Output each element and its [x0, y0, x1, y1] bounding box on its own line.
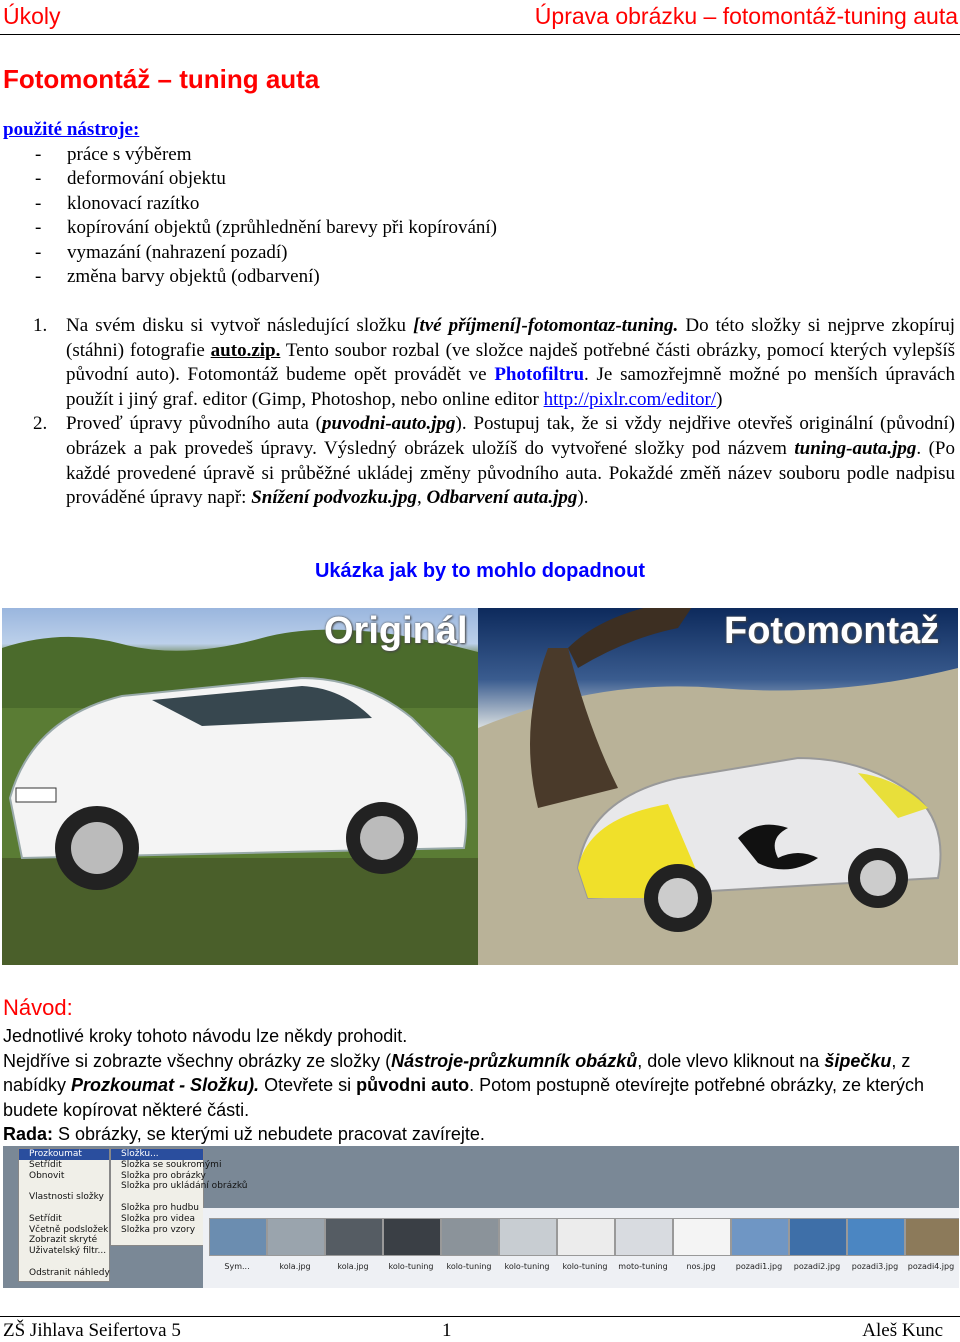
comparison-photo	[2, 608, 958, 965]
submenu-item[interactable]: Složka pro hudbu	[121, 1202, 199, 1213]
menu-item[interactable]: Uživatelský filtr...	[29, 1246, 107, 1257]
thumbnail[interactable]	[209, 1218, 267, 1256]
menu-item[interactable]: Zobrazit skryté	[29, 1235, 98, 1246]
instructions-title: Návod:	[3, 995, 73, 1020]
thumbnail[interactable]	[499, 1218, 557, 1256]
thumbnail[interactable]	[847, 1218, 905, 1256]
thumbnail-label: kola.jpg	[279, 1262, 311, 1271]
thumbnail-label: pozadi4.jpg	[907, 1262, 955, 1271]
thumbnail[interactable]	[673, 1218, 731, 1256]
submenu-item[interactable]: Složka pro obrázky	[121, 1170, 206, 1181]
thumbnail-label: pozadi3.jpg	[851, 1262, 899, 1271]
step-2: 2. Proveď úpravy původního auta (puvodni-auto.jpg). Postupuj tak, že si vždy nejdřive otevřeš originální (původní) obrázek a pak provedeš úpravy. Výsledný obrázek uložíš do vytvořené složky pod názvem tuning-auta.jpg. (Po každé provedené úpravě si průběžné ukládej změny původního auta. Pokaždé změň název souboru podle nadpisu prováděné úpravy např: Snížení podvozku.jpg, Odbarvení auta.jpg).	[33, 413, 955, 509]
footer-author: Aleš Kunc	[862, 1320, 943, 1341]
thumbnail[interactable]	[383, 1218, 441, 1256]
thumbnail[interactable]	[789, 1218, 847, 1256]
tools-heading: použité nástroje:	[3, 119, 140, 140]
menu-item[interactable]: Odstranit náhledy	[29, 1267, 110, 1278]
auto-zip-link[interactable]: auto.zip.	[210, 339, 281, 361]
instructions-paragraph: Nejdříve si zobrazte všechny obrázky ze složky (Nástroje-průzkumník obázků, dole vlevo kliknout na šipečku, z nabídky Prozkoumat - Složku). Otevřete si původni auto. Potom postupně otevírejte potřebné obrázky, ze kterých budete kopírovat některé části.	[3, 1050, 924, 1120]
thumbnail-label: moto-tuning	[618, 1262, 668, 1271]
submenu-item[interactable]: Složku...	[111, 1149, 203, 1160]
original-car-photo	[2, 608, 478, 965]
thumbnail[interactable]	[557, 1218, 615, 1256]
tool-item: - změna barvy objektů (odbarvení)	[35, 266, 320, 287]
header-right-title: Úprava obrázku – fotomontáž-tuning auta	[534, 3, 958, 29]
tool-item: - kopírování objektů (zprůhlednění barevy při kopírování)	[35, 217, 498, 238]
menu-item	[19, 1181, 109, 1192]
submenu-item[interactable]: Složka se soukromými	[121, 1159, 222, 1170]
document-title: Fotomontáž – tuning auta	[3, 64, 320, 94]
thumbnail[interactable]	[731, 1218, 789, 1256]
thumbnail-label: kolo-tuning	[388, 1262, 434, 1271]
menu-item[interactable]: Včetně podsložek	[29, 1224, 109, 1235]
montage-car-photo	[478, 608, 958, 965]
tool-item: - deformování objektu	[35, 168, 226, 189]
steps-list	[33, 314, 955, 511]
context-menu	[18, 1148, 110, 1282]
submenu-item[interactable]: Složka pro vzory	[121, 1224, 196, 1235]
thumbnail[interactable]	[905, 1218, 959, 1256]
thumbnail-label: pozadi1.jpg	[735, 1262, 783, 1271]
original-label: Originál	[324, 610, 468, 652]
photofiltre-screenshot	[3, 1146, 959, 1288]
sample-heading: Ukázka jak by to mohlo dopadnout	[314, 560, 646, 582]
thumbnail[interactable]	[441, 1218, 499, 1256]
photofiltr-label: Photofiltru	[494, 364, 585, 386]
menu-item	[19, 1203, 109, 1214]
thumbnail-label: kolo-tuning	[562, 1262, 608, 1271]
header-left-title: Úkoly	[3, 3, 61, 29]
menu-item[interactable]: Obnovit	[29, 1170, 65, 1181]
submenu-item[interactable]: Složka pro ukládání obrázků	[121, 1181, 248, 1192]
thumbnail-label: kolo-tuning	[504, 1262, 550, 1271]
menu-item[interactable]: Prozkoumat	[19, 1149, 109, 1160]
thumbnail-label: nos.jpg	[686, 1262, 716, 1271]
thumbnail-label: kolo-tuning	[446, 1262, 492, 1271]
page-number: 1	[442, 1320, 452, 1341]
thumbnail[interactable]	[325, 1218, 383, 1256]
menu-item[interactable]: Vlastnosti složky	[29, 1192, 104, 1203]
instructions-text	[3, 1024, 956, 1147]
thumbnail-label: Sym...	[224, 1262, 250, 1271]
menu-item[interactable]: Setřídit	[29, 1213, 62, 1224]
instructions-tip: Rada: S obrázky, se kterými už nebudete pracovat zavírejte.	[3, 1124, 485, 1144]
tool-item: - klonovací razítko	[35, 192, 200, 214]
page-header	[0, 0, 960, 35]
submenu-item	[111, 1192, 203, 1203]
page-footer	[0, 1316, 960, 1342]
step-1: 1. Na svém disku si vytvoř následující složku [tvé příjmení]-fotomontaz-tuning. Do této složky si nejprve zkopíruj (stáhni) fotografie auto.zip. Tento soubor rozbal (ve složce najdeš potřebné části obrázky, pomocí kterých vylepšíš původní auto). Fotomontáž budeme opět provádět ve Photofiltru. Je samozřejmně možné po menších úpravách použít i jiný graf. editor (Gimp, Photoshop, nebo online editor http://pixlr.com/editor/)	[33, 315, 955, 410]
tools-section	[3, 118, 953, 290]
thumbnail[interactable]	[267, 1218, 325, 1256]
menu-item[interactable]: Setřídit	[29, 1159, 62, 1170]
instructions-paragraph: Jednotlivé kroky tohoto návodu lze někdy prohodit.	[3, 1026, 408, 1046]
thumbnail-label: pozadi2.jpg	[793, 1262, 841, 1271]
footer-school: ZŠ Jihlava Seifertova 5	[3, 1320, 181, 1341]
submenu-item[interactable]: Složka pro videa	[121, 1213, 196, 1224]
tool-item: - vymazání (nahrazení pozadí)	[35, 241, 288, 263]
thumbnail-strip	[203, 1208, 959, 1288]
submenu	[110, 1148, 248, 1246]
pixlr-link[interactable]: http://pixlr.com/editor/	[543, 388, 717, 410]
tool-item: - práce s výběrem	[35, 143, 192, 165]
thumbnail-label: kola.jpg	[337, 1262, 369, 1271]
menu-item	[19, 1257, 109, 1268]
thumbnail[interactable]	[615, 1218, 673, 1256]
montage-label: Fotomontaž	[724, 610, 940, 652]
